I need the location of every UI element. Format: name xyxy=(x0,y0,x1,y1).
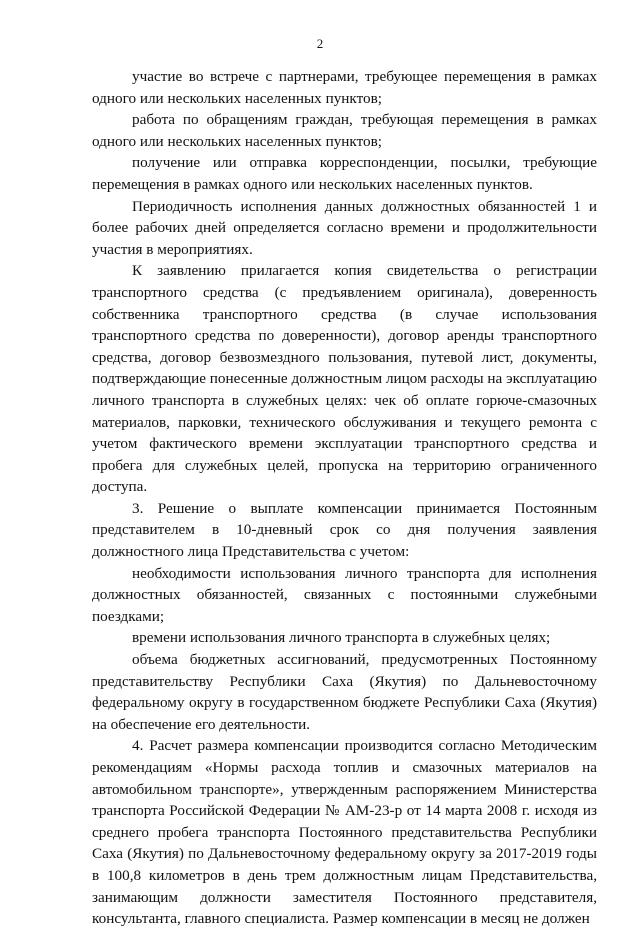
document-body xyxy=(92,66,597,930)
paragraph-attachments: К заявлению прилагается копия свидетельства о регистрации транспортного средства (с предъявлением оригинала), доверенность собственника транспортного средства (в случае использования транспортного средства по доверенности), договор аренды транспортного средства, договор безвозмездного пользования, путевой лист, документы, подтверждающие понесенные должностным лицом расходы на эксплуатацию личного транспорта в служебных целях: чек об оплате горюче-смазочных материалов, парковки, технического обслуживания и текущего ремонта с учетом фактического времени эксплуатации транспортного средства и пробега для служебных целей, пропуска на территорию ограниченного доступа. xyxy=(92,262,597,496)
paragraph-correspondence: получение или отправка корреспонденции, посылки, требующие перемещения в рамках одного или нескольких населенных пунктов. xyxy=(92,154,597,193)
page-number: 2 xyxy=(316,36,324,51)
paragraph-clause-4: 4. Расчет размера компенсации производится согласно Методическим рекомендациям «Нормы расхода топлив и смазочных материалов на автомобильном транспорте», утвержденным распоряжением Министерства транспорта Российской Федерации № АМ-23-р от 14 марта 2008 г. исходя из среднего пробега транспорта Постоянного представительства Республики Саха (Якутия) по Дальневосточному федеральному округу за 2017-2019 годы в 100,8 километров в день трем должностным лицам Представительства, занимающим должности заместителя Постоянного представителя, консультанта, главного специалиста. Размер компенсации в месяц не должен xyxy=(92,737,597,928)
paragraph-meeting-partners: участие во встрече с партнерами, требующее перемещения в рамках одного или нескольких населенных пунктов; xyxy=(92,68,597,107)
paragraph-clause-3: 3. Решение о выплате компенсации принимается Постоянным представителем в 10-дневный срок со дня получения заявления должностного лица Представительства с учетом: xyxy=(92,499,597,561)
paragraph-necessity: необходимости использования личного транспорта для исполнения должностных обязанностей, связанных с постоянными служебными поездками; xyxy=(92,564,597,625)
paragraph-budget-volume: объема бюджетных ассигнований, предусмотренных Постоянному представительству Республики Саха (Якутия) по Дальневосточному федеральному округу в государственном бюджете Республики Саха (Якутия) на обеспечение его деятельности. xyxy=(92,651,597,733)
paragraph-periodicity: Периодичность исполнения данных должностных обязанностей 1 и более рабочих дней определяется согласно времени и продолжительности участия в мероприятиях. xyxy=(92,197,597,258)
paragraph-citizen-appeals: работа по обращениям граждан, требующая перемещения в рамках одного или нескольких населенных пунктов; xyxy=(92,111,597,150)
paragraph-usage-time: времени использования личного транспорта в служебных целях; xyxy=(132,629,551,647)
